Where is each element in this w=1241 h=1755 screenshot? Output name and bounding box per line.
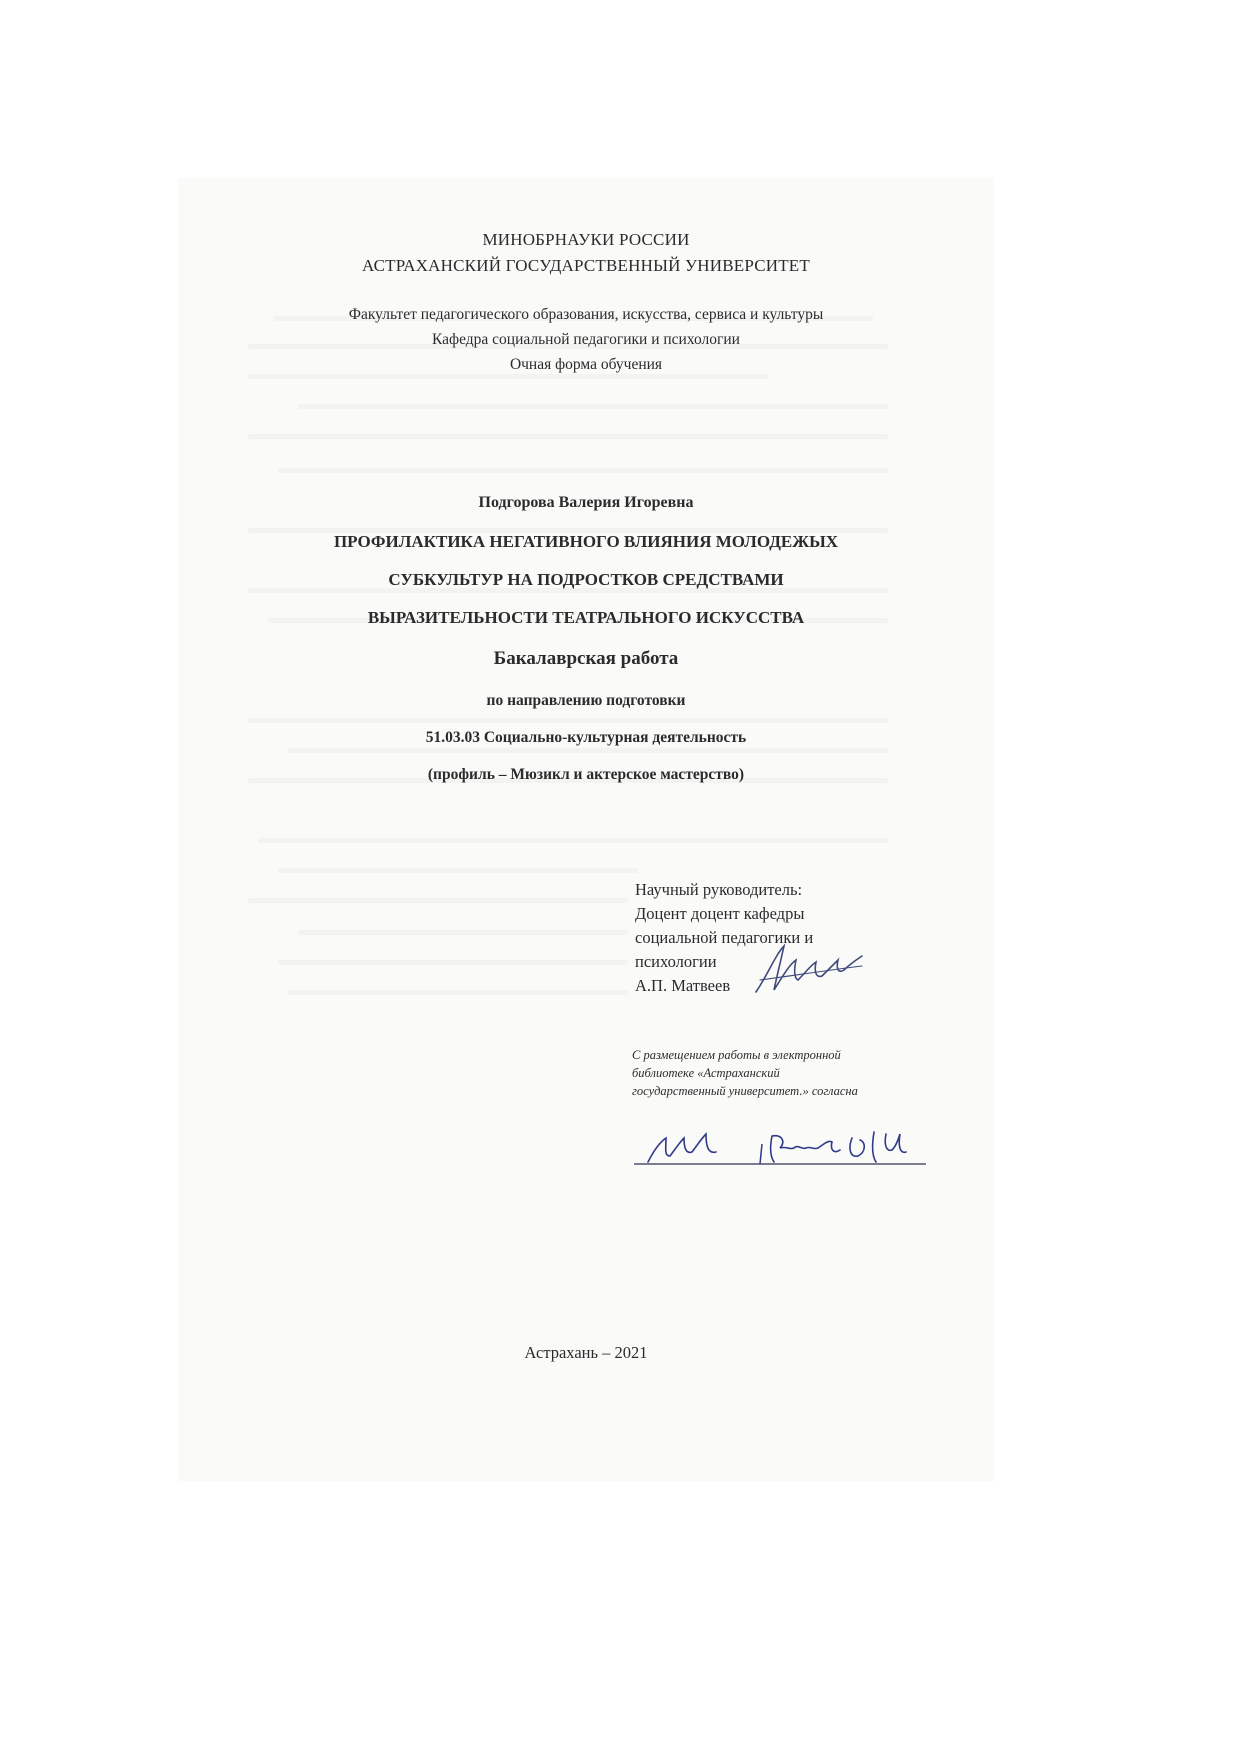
direction-profile: (профиль – Мюзикл и актерское мастерство) <box>427 766 745 783</box>
supervisor-position-line-3: психологии <box>635 952 717 971</box>
direction-label: по направлению подготовки <box>486 692 686 709</box>
supervisor-position-line-2: социальной педагогики и <box>635 928 814 947</box>
faculty-name: Факультет педагогического образования, искусства, сервиса и культуры <box>348 306 824 323</box>
thesis-title-line-3: ВЫРАЗИТЕЛЬНОСТИ ТЕАТРАЛЬНОГО ИСКУССТВА <box>367 608 805 627</box>
library-consent-note <box>632 1046 858 1100</box>
consent-line-2: библиотеке «Астраханский <box>632 1066 780 1080</box>
author-name: Подгорова Валерия Игоревна <box>478 494 694 511</box>
work-type: Бакалаврская работа <box>493 648 679 669</box>
consent-line-1: С размещением работы в электронной <box>632 1048 841 1062</box>
supervisor-name: А.П. Матвеев <box>635 976 731 995</box>
thesis-title-line-2: СУБКУЛЬТУР НА ПОДРОСТКОВ СРЕДСТВАМИ <box>388 570 784 589</box>
title-page-scan <box>178 178 994 1481</box>
supervisor-signature <box>750 940 865 1002</box>
university-name: АСТРАХАНСКИЙ ГОСУДАРСТВЕННЫЙ УНИВЕРСИТЕТ <box>362 256 810 275</box>
supervisor-position-line-1: Доцент доцент кафедры <box>635 904 805 923</box>
direction-code-name: 51.03.03 Социально-культурная деятельность <box>425 729 747 746</box>
ministry-name: МИНОБРНАУКИ РОССИИ <box>482 230 690 249</box>
thesis-title-line-1: ПРОФИЛАКТИКА НЕГАТИВНОГО ВЛИЯНИЯ МОЛОДЕЖЫХ <box>333 532 839 551</box>
supervisor-label: Научный руководитель: <box>635 880 803 899</box>
department-name: Кафедра социальной педагогики и психологии <box>432 331 740 348</box>
study-form: Очная форма обучения <box>509 356 663 373</box>
consent-line-3: государственный университет.» согласна <box>632 1084 858 1098</box>
author-signature <box>630 1122 930 1174</box>
city-year: Астрахань – 2021 <box>524 1343 648 1362</box>
